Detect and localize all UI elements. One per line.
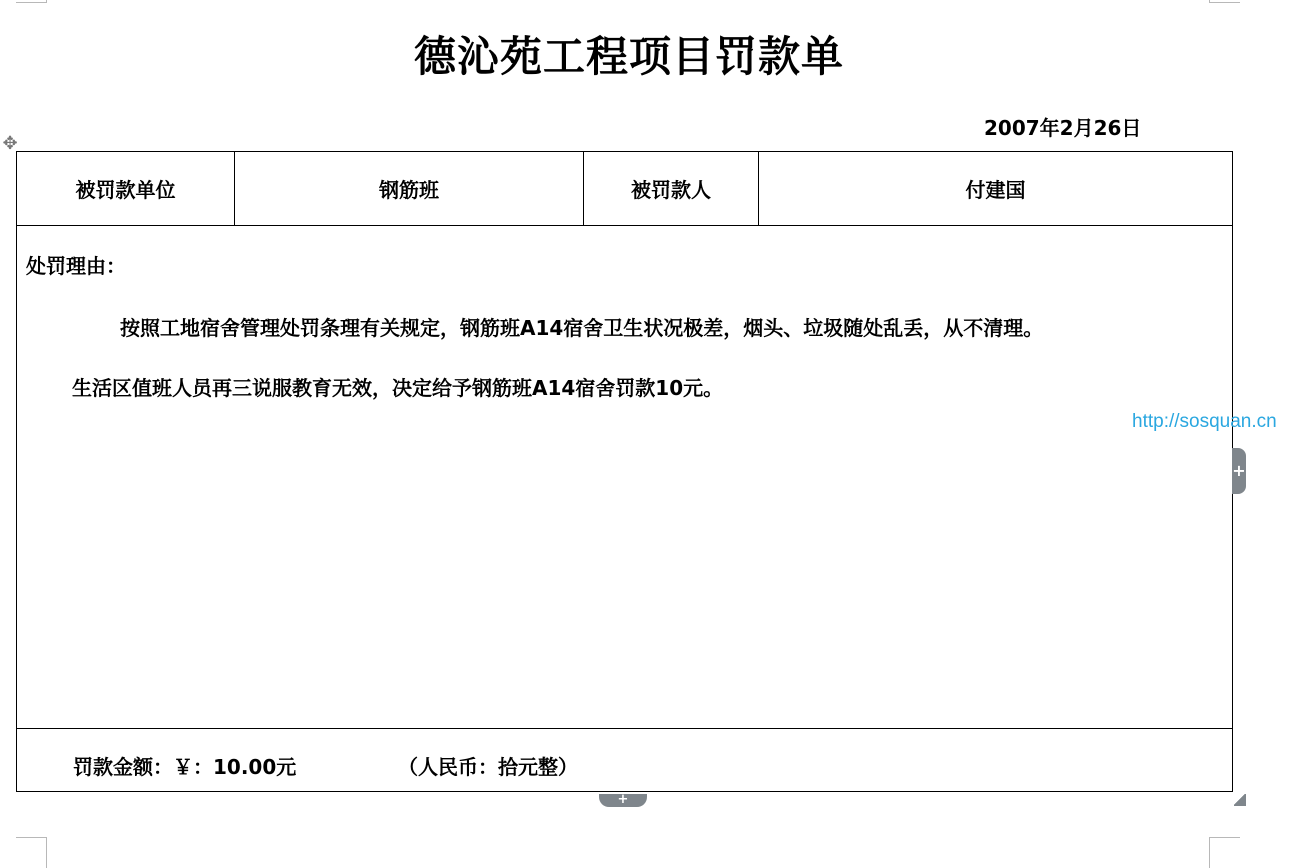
reason-row (17, 226, 1233, 729)
table-move-icon[interactable]: ✥ (2, 133, 18, 154)
amount-row (17, 729, 1233, 792)
fine-table (16, 151, 1233, 792)
fine-amount: 罚款金额：￥：10.00元 (73, 755, 297, 779)
person-label-cell[interactable]: 被罚款人 (584, 152, 759, 226)
unit-label-cell[interactable]: 被罚款单位 (17, 152, 235, 226)
unit-value-cell[interactable]: 钢筋班 (235, 152, 584, 226)
reason-text-line-1: 按照工地宿舍管理处罚条理有关规定，钢筋班A14宿舍卫生状况极差，烟头、垃圾随处乱丢，从不清理。 (120, 316, 1044, 340)
document-date: 2007年2月26日 (984, 116, 1142, 140)
add-row-button[interactable] (599, 794, 647, 807)
watermark-url: http://sosquan.cn (1132, 411, 1277, 432)
amount-cell[interactable] (17, 729, 1233, 792)
header-row (17, 152, 1233, 226)
reason-text-line-2: 生活区值班人员再三说服教育无效，决定给予钢筋班A14宿舍罚款10元。 (72, 376, 724, 400)
person-value-cell[interactable]: 付建国 (759, 152, 1233, 226)
page-corner-mark-bottom-right (1209, 837, 1240, 868)
page-corner-mark-top-right (1209, 0, 1240, 3)
page-corner-mark-bottom-left (16, 837, 47, 868)
resize-corner-icon[interactable] (1234, 794, 1246, 806)
reason-label: 处罚理由： (26, 254, 126, 278)
add-column-button[interactable] (1232, 448, 1246, 494)
plus-icon: + (1232, 461, 1246, 480)
page-corner-mark-top-left (16, 0, 47, 3)
document-title: 德沁苑工程项目罚款单 (413, 32, 844, 81)
plus-icon: + (617, 792, 629, 807)
reason-cell[interactable] (17, 226, 1233, 729)
fine-amount-rmb: （人民币：拾元整） (398, 755, 578, 779)
